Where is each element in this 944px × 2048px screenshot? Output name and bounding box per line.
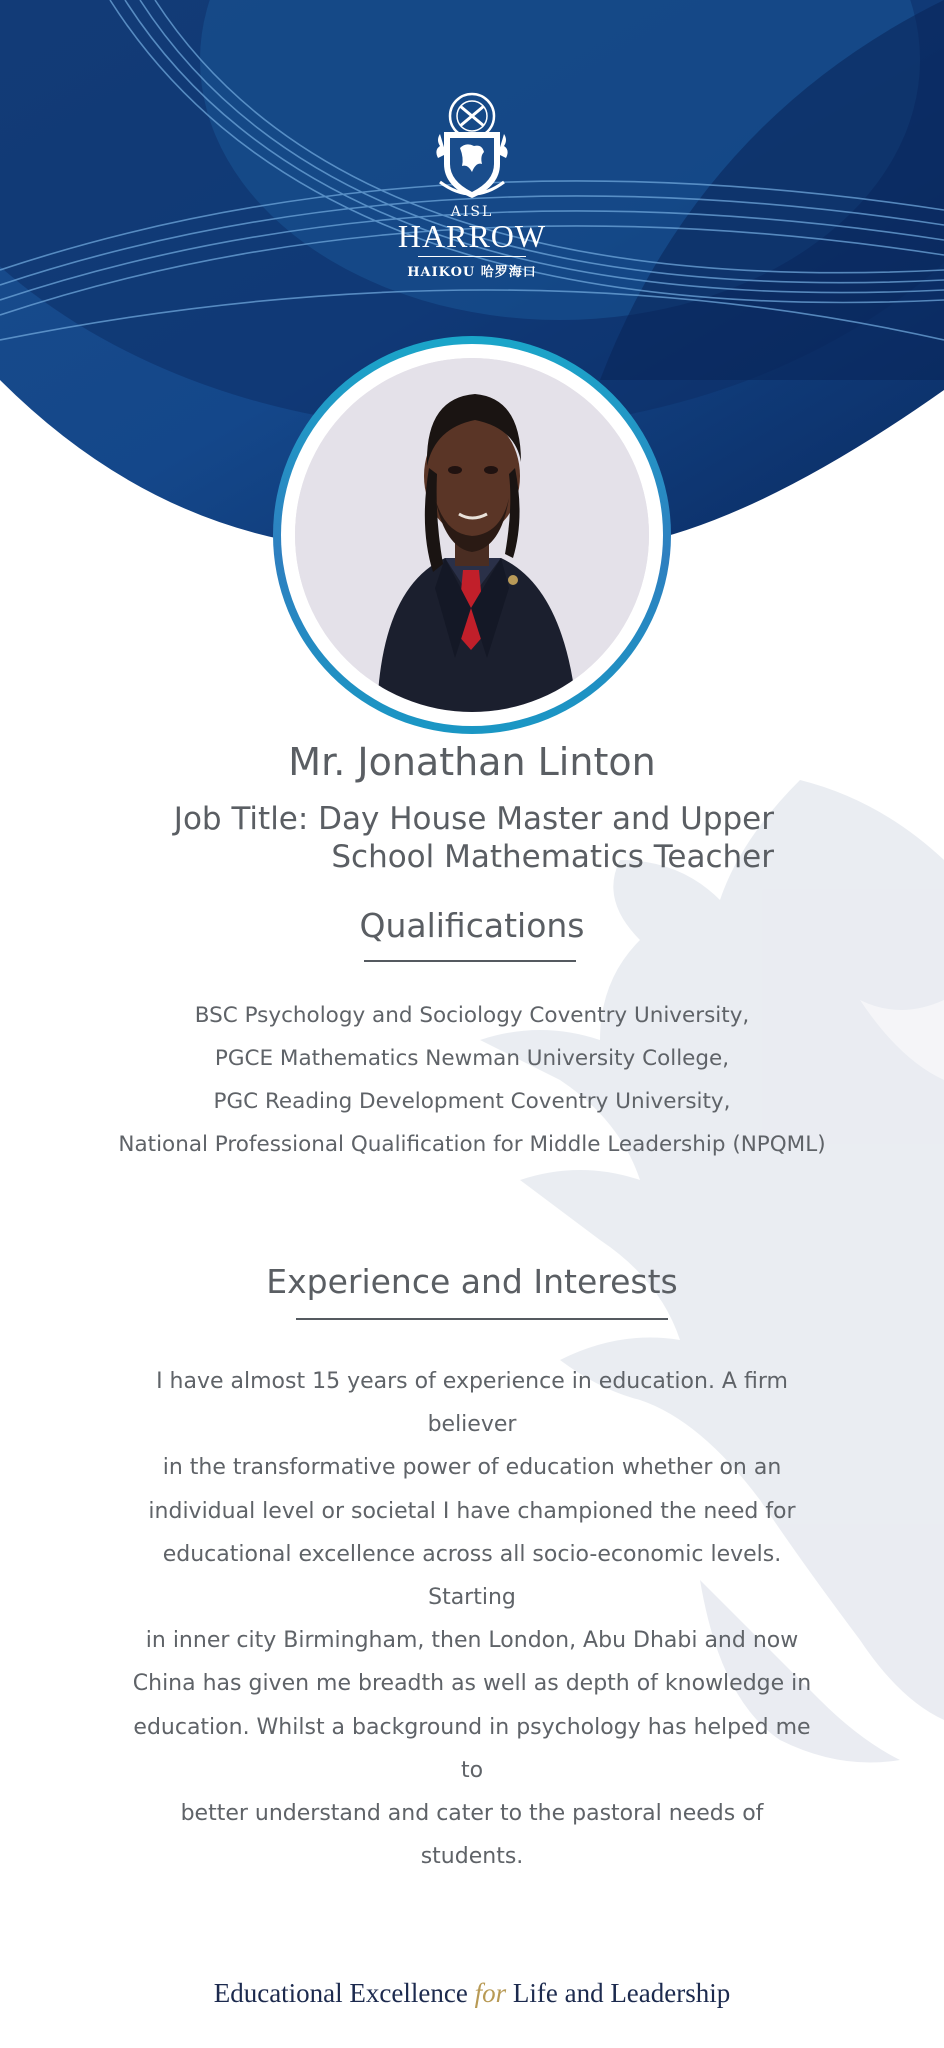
experience-line: educational excellence across all socio-economic levels. Starting [162,1541,782,1611]
experience-paragraph [130,1360,814,1878]
qualification-item: PGC Reading Development Coventry University, [213,1089,731,1114]
experience-line: education. Whilst a background in psychology has helped me to [133,1714,811,1783]
qualifications-heading: Qualifications [359,906,585,945]
crest-icon [426,82,518,202]
portrait-illustration [295,358,649,712]
tagline-part-3: Life and Leadership [512,1978,731,2008]
portrait-photo [295,358,649,712]
school-tagline [0,1978,944,2009]
qualifications-list [0,994,944,1166]
experience-line: better understand and cater to the pastoral needs of students. [180,1801,764,1870]
experience-heading: Experience and Interests [266,1262,678,1301]
experience-line: in the transformative power of education whether on an [162,1455,782,1481]
experience-line: China has given me breadth as well as depth of knowledge in [132,1671,812,1697]
logo-harrow: HARROW [397,218,547,254]
experience-underline [296,1318,668,1320]
tagline-for: for [474,1978,507,2008]
qualification-item: PGCE Mathematics Newman University College, [214,1046,730,1071]
school-logo [392,82,552,280]
tagline-part-1: Educational Excellence [213,1978,468,2008]
logo-divider [418,256,526,257]
qualifications-underline [364,960,576,962]
job-title-line-2: School Mathematics Teacher [331,839,774,875]
experience-line: individual level or societal I have championed the need for [148,1498,796,1524]
qualification-item: BSC Psychology and Sociology Coventry University, [194,1003,750,1028]
job-title-line-1: Job Title: Day House Master and Upper [173,801,774,837]
portrait-ring [273,336,671,734]
experience-line: I have almost 15 years of experience in education. A firm believer [156,1369,788,1438]
qualification-item: National Professional Qualification for Middle Leadership (NPQML) [118,1132,826,1157]
experience-line: in inner city Birmingham, then London, Abu Dhabi and now [145,1628,799,1654]
logo-aisl: AISL [450,204,494,220]
logo-haikou: HAIKOU 哈罗海口 [407,265,537,280]
person-name: Mr. Jonathan Linton [288,740,656,784]
job-title [170,800,774,876]
